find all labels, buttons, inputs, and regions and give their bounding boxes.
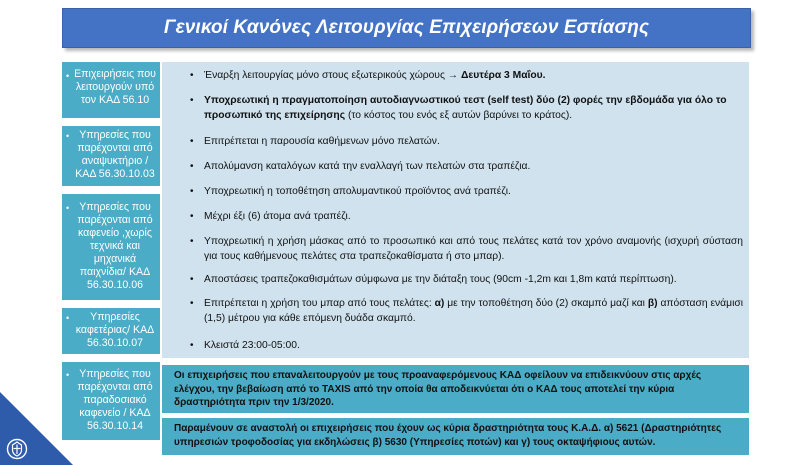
- rule-self-test: [162, 93, 749, 123]
- bullet-icon: •: [190, 186, 194, 197]
- rule-bar-use: [162, 296, 749, 326]
- sidebar-item-kad-56-30-10-06: [62, 194, 160, 300]
- rule-max-persons: [162, 209, 749, 224]
- bullet-icon: •: [190, 136, 194, 147]
- rule-emphasis: α): [434, 298, 445, 309]
- rule-text: (το κόστος του ενός εξ αυτών βαρύνει το κράτος).: [347, 110, 573, 121]
- rule-menu-disinfection: [162, 159, 749, 174]
- rule-seated-customers: [162, 134, 749, 149]
- rule-text: Υποχρεωτική η χρήση μάσκας από το προσωπικό και από τους πελάτες κατά τον χρόνο αναμονής (ισχυρή σύσταση για τους καθήμενους πελάτες στα τραπεζοκαθίσματα ή στο μπαρ).: [204, 236, 743, 262]
- bullet-icon: •: [66, 71, 70, 81]
- note-suspended-businesses: [162, 418, 749, 455]
- sidebar-item-kad-56-10: [62, 62, 160, 118]
- note-taxis-certificate: [162, 365, 749, 413]
- rule-opening-date: [162, 68, 749, 83]
- rule-text: Υποχρεωτική η τοποθέτηση απολυμαντικού προϊόντος ανά τραπέζι.: [204, 186, 511, 197]
- bullet-icon: •: [190, 274, 194, 285]
- rule-text: απόσταση ενάμισι (1,5) μέτρου για κάθε επόμενη δυάδα σκαμπό.: [204, 298, 743, 324]
- rule-text: Μέχρι έξι (6) άτομα ανά τραπέζι.: [204, 211, 351, 222]
- sidebar-item-label: Υπηρεσίες που παρέχονται από καφενείο ,χωρίς τεχνικά και μηχανικά παιχνίδια/ ΚΑΔ 56.30.10.06: [77, 201, 153, 291]
- sidebar-item-label: Υπηρεσίες που παρέχονται από αναψυκτήριο /ΚΑΔ 56.30.10.03: [75, 129, 155, 180]
- bullet-icon: •: [190, 236, 194, 247]
- bullet-icon: •: [66, 131, 70, 141]
- sidebar-item-kad-56-30-10-07: [62, 308, 160, 354]
- rule-mask-use: [162, 234, 749, 264]
- rule-text: Κλειστά 23:00-05:00.: [204, 340, 300, 351]
- rule-table-disinfectant: [162, 184, 749, 199]
- rule-text: με την τοποθέτηση δύο (2) σκαμπό μαζί και: [447, 298, 645, 309]
- rules-panel: [162, 62, 749, 358]
- page-title: Γενικοί Κανόνες Λειτουργίας Επιχειρήσεων Εστίασης: [163, 17, 650, 38]
- bullet-icon: •: [66, 370, 70, 380]
- rule-closing-hours: [162, 338, 749, 353]
- bullet-icon: •: [190, 95, 194, 106]
- bullet-icon: •: [190, 340, 194, 351]
- rule-text: Έναρξη λειτουργίας μόνο στους εξωτερικούς χώρους →: [204, 70, 459, 81]
- bullet-icon: •: [190, 298, 194, 309]
- rule-text: Επιτρέπεται η χρήση του μπαρ από τους πελάτες:: [204, 298, 432, 309]
- sidebar-item-kad-56-30-10-03: [62, 126, 160, 186]
- bullet-icon: •: [66, 313, 70, 323]
- bullet-icon: •: [190, 161, 194, 172]
- bullet-icon: •: [190, 70, 194, 81]
- rule-text: Απολύμανση καταλόγων κατά την εναλλαγή των πελατών στα τραπέζια.: [204, 161, 531, 172]
- sidebar-item-label: Υπηρεσίες που παρέχονται από παραδοσιακό καφενείο / ΚΑΔ 56.30.10.14: [77, 368, 153, 432]
- note-text: Οι επιχειρήσεις που επαναλειτουργούν με τους προαναφερόμενους ΚΑΔ οφείλουν να επιδεικνύουν στις αρχές ελέγχου, την βεβαίωση από το TAXIS από την οποία θα αποδεικνύεται ότι ο ΚΑΔ τους αποτελεί την κύρια δραστηριότητα πριν την 1/3/2020.: [174, 370, 702, 408]
- bullet-icon: •: [190, 211, 194, 222]
- rule-table-distances: [162, 272, 749, 287]
- bullet-icon: •: [66, 203, 70, 213]
- note-text: Παραμένουν σε αναστολή οι επιχειρήσεις που έχουν ως κύρια δραστηριότητα τους Κ.Α.Δ. α) 5621 (Δραστηριότητες υπηρεσιών τροφοδοσίας για εκδηλώσεις β) 5630 (Υπηρεσίες ποτών) και γ) τους οκταψήφιους αυτών.: [174, 423, 722, 448]
- rule-text: Αποστάσεις τραπεζοκαθισμάτων σύμφωνα με την διάταξη τους (90cm -1,2m και 1,8m κατά περίπτωση).: [204, 274, 677, 285]
- sidebar-item-kad-56-30-10-14: [62, 362, 160, 440]
- rule-emphasis: Υποχρεωτική η πραγματοποίηση αυτοδιαγνωστικού τεστ (self test) δύο (2) φορές την εβδομάδα για όλο το προσωπικό της επιχείρησης: [204, 95, 727, 121]
- rule-emphasis: β): [647, 298, 658, 309]
- rule-emphasis: Δευτέρα 3 Μαΐου.: [460, 70, 546, 81]
- sidebar-item-label: Υπηρεσίες καφετέριας/ ΚΑΔ 56.30.10.07: [75, 311, 155, 349]
- greek-government-emblem-icon: [6, 438, 28, 460]
- title-banner: [62, 8, 751, 48]
- rule-text: Επιτρέπεται η παρουσία καθήμενων μόνο πελατών.: [204, 136, 440, 147]
- sidebar-item-label: Επιχειρήσεις που λειτουργούν υπό τον ΚΑΔ 56.10: [74, 68, 156, 106]
